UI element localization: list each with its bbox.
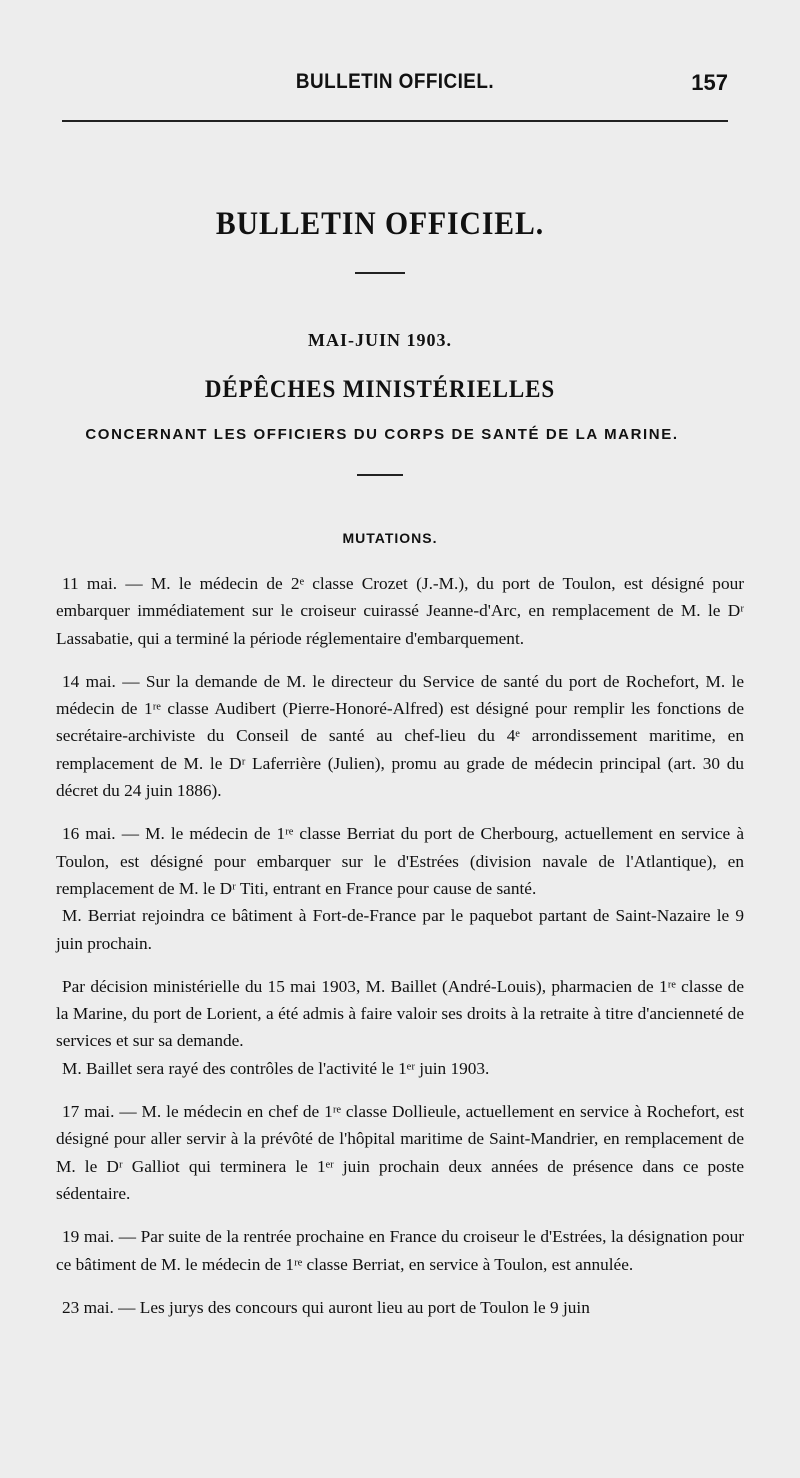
paragraph-baillet-raye: M. Baillet sera rayé des contrôles de l'activité le 1ᵉʳ juin 1903. [62,1058,490,1078]
running-title: BULLETIN OFFICIEL. [295,70,495,93]
header-rule [62,120,728,122]
mutations-title: MUTATIONS. [342,530,438,546]
running-header [62,70,728,100]
title-divider [355,272,405,274]
paragraph-23-mai: 23 mai. — Les jurys des concours qui auront lieu au port de Toulon le 9 juin [62,1297,590,1317]
paragraph-berriat: M. Berriat rejoindra ce bâtiment à Fort-de-France par le paquebot partant de Saint-Nazaire le 9 juin prochain. [56,906,744,953]
page-title: BULLETIN OFFICIEL. [215,206,545,242]
subheading-divider [357,474,403,476]
paragraph-11-mai: 11 mai. — M. le médecin de 2ᵉ classe Crozet (J.-M.), du port de Toulon, est désigné pour embarquer immédiatement sur le croiseur cuirassé Jeanne-d'Arc, en remplacement de M. le Dʳ Lassabatie, qui a terminé la période réglementaire d'embarquement. [56,574,744,648]
date-line: MAI-JUIN 1903. [308,330,452,350]
paragraph-14-mai: 14 mai. — Sur la demande de M. le directeur du Service de santé du port de Rochefort, M. le médecin de 1ʳᵉ classe Audibert (Pierre-Honoré-Alfred) est désigné pour remplir les fonctions de secrétaire-archiviste du Conseil de santé au chef-lieu du 4ᵉ arrondissement maritime, en remplacement de M. le Dʳ Laferrière (Julien), promu au grade de médecin principal (art. 30 du décret du 24 juin 1886). [56,671,744,801]
paragraph-19-mai: 19 mai. — Par suite de la rentrée prochaine en France du croiseur le d'Estrées, la désignation pour ce bâtiment de M. le médecin de 1ʳᵉ classe Berriat, en service à Toulon, est annulée. [56,1227,744,1274]
paragraph-baillet-decision: Par décision ministérielle du 15 mai 1903, M. Baillet (André-Louis), pharmacien de 1ʳᵉ classe de la Marine, du port de Lorient, a été admis à faire valoir ses droits à la retraite à titre d'ancienneté de services et sur sa demande. [56,976,744,1051]
body-text [56,570,744,1321]
section-subheading: CONCERNANT LES OFFICIERS DU CORPS DE SANTÉ DE LA MARINE. [85,426,679,443]
paragraph-16-mai: 16 mai. — M. le médecin de 1ʳᵉ classe Berriat du port de Cherbourg, actuellement en service à Toulon, est désigné pour embarquer sur le d'Estrées (division navale de l'Atlantique), en remplacement de M. le Dʳ Titi, entrant en France pour cause de santé. [56,824,744,898]
paragraph-17-mai: 17 mai. — M. le médecin en chef de 1ʳᵉ classe Dollieule, actuellement en service à Rochefort, est désigné pour aller servir à la prévôté de l'hôpital maritime de Saint-Mandrier, en remplacement de M. le Dʳ Galliot qui terminera le 1ᵉʳ juin prochain deux années de présence dans ce poste sédentaire. [56,1102,744,1203]
section-heading: DÉPÊCHES MINISTÉRIELLES [204,376,556,403]
page-number: 157 [691,70,728,95]
